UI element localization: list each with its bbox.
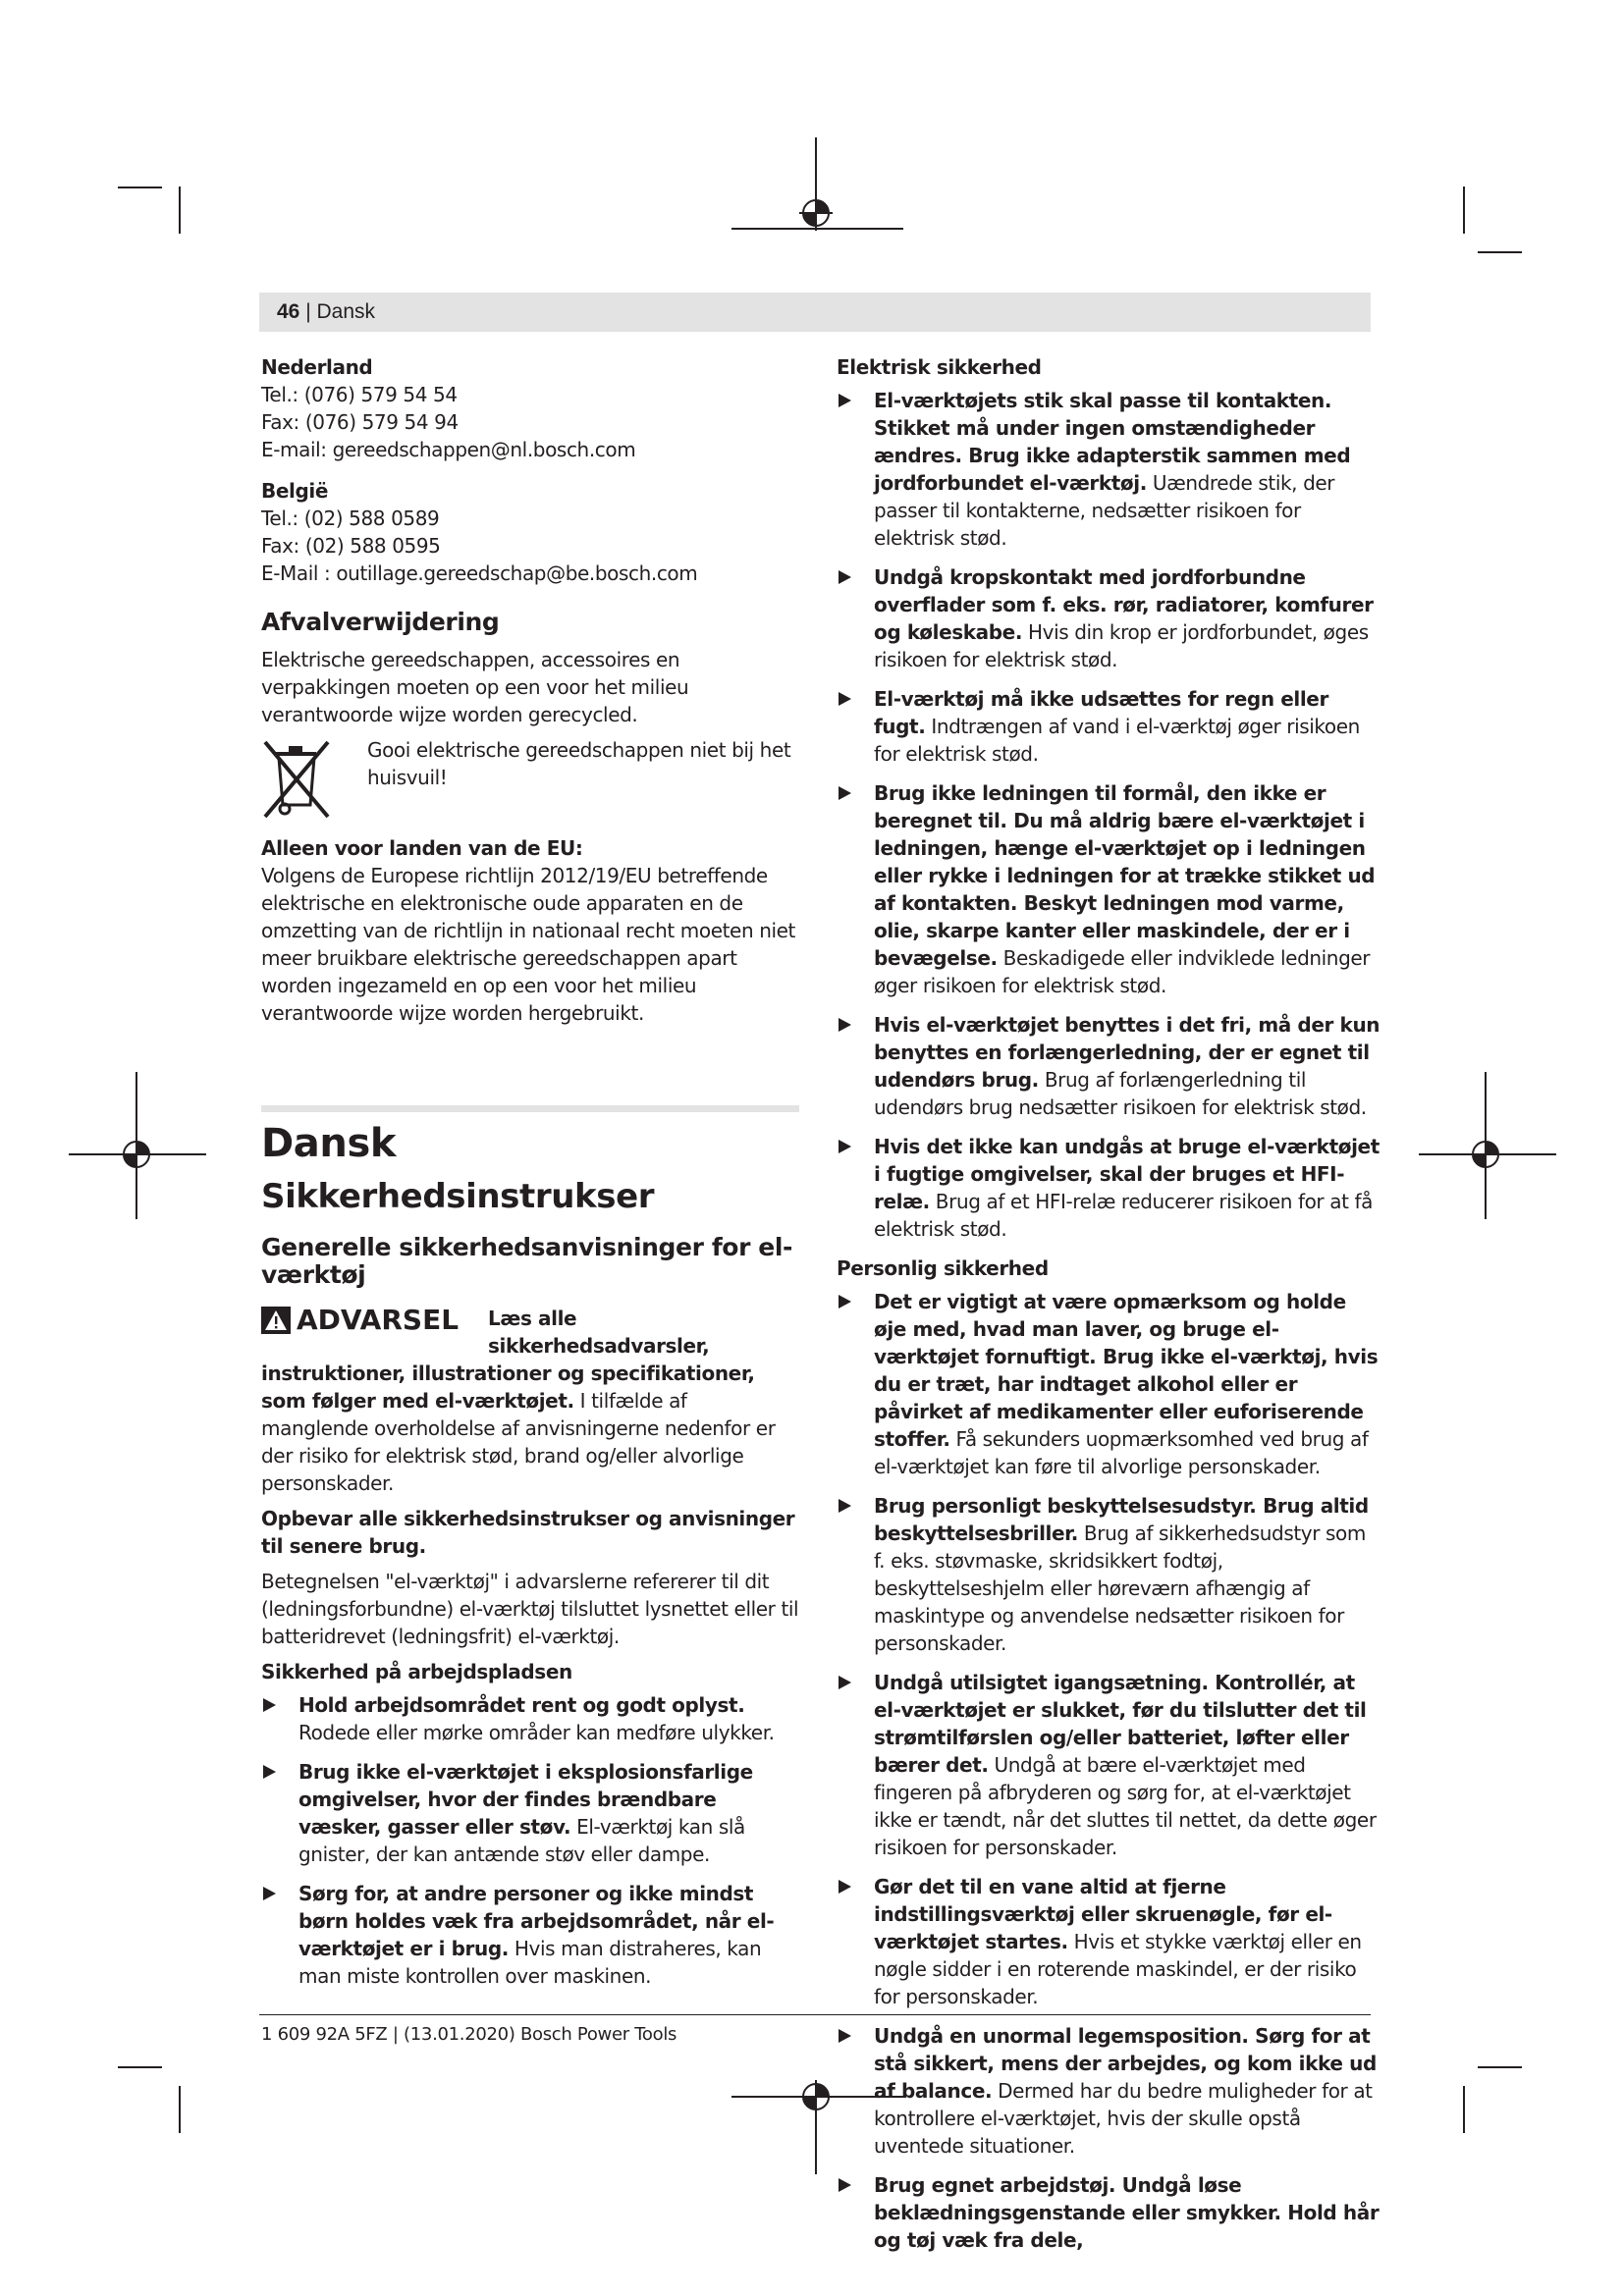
item-text: El-værktøj kan slå gnister, der kan antænde støv eller dampe. [298, 1815, 745, 1866]
crop-mark [179, 187, 181, 234]
item-text: Brug af sikkerhedsudstyr som f. eks. støvmaske, skridsikkert fodtøj, beskyttelseshjelm eller høreværn afhængig af maskintype og anvendelse nedsætter risikoen for personskader. [874, 1522, 1366, 1655]
item-bold: El-værktøjets stik skal passe til kontakten. Stikket må under ingen omstændigheder ændres. Brug ikke adapterstik sammen med jordforbundet el-værktøj. [874, 389, 1351, 495]
crop-mark [118, 187, 162, 188]
general-safety-heading: Generelle sikkerhedsanvisninger for el-værktøj [261, 1233, 793, 1289]
bullet-arrow-icon [839, 692, 851, 706]
warning-paragraph [261, 1305, 799, 1497]
registration-mark-icon [799, 196, 833, 230]
contact-nl-title: Nederland [261, 355, 373, 379]
item-text: Indtrængen af vand i el-værktøj øger risikoen for elektrisk stød. [874, 715, 1360, 766]
list-item [837, 685, 1382, 768]
item-bold: Undgå en unormal legemsposition. Sørg for at stå sikkert, mens der arbejdes, og kom ikke ud af balance. [874, 2024, 1377, 2103]
bullet-arrow-icon [839, 1880, 851, 1894]
crop-mark [1478, 251, 1522, 253]
header-language: Dansk [316, 300, 376, 323]
contact-be-fax: Fax: (02) 588 0595 [261, 534, 441, 558]
list-item [837, 1133, 1382, 1243]
page-header [259, 293, 1371, 332]
registration-mark-icon [799, 2080, 833, 2113]
list-item [261, 1691, 799, 1746]
warning-label: ADVARSEL [297, 1304, 460, 1336]
item-text: Hvis et stykke værktøj eller en nøgle sidder i en roterende maskindel, er der risiko for personskader. [874, 1930, 1362, 2008]
afval-heading: Afvalverwijdering [261, 608, 500, 636]
list-item [837, 2171, 1382, 2254]
bullet-arrow-icon [839, 570, 851, 584]
afval-text: Elektrische gereedschappen, accessoires en verpakkingen moeten op een voor het milieu verantwoorde wijze worden gerecycled. [261, 648, 689, 726]
list-item [261, 1758, 799, 1868]
item-bold: El-værktøj må ikke udsættes for regn eller fugt. [874, 687, 1328, 738]
warning-text: I tilfælde af manglende overholdelse af anvisningerne nedenfor er der risiko for elektrisk stød, brand og/eller alvorlige personskader. [261, 1389, 776, 1495]
contact-be-title: België [261, 479, 329, 503]
item-text: Hvis din krop er jordforbundet, øges risikoen for elektrisk stød. [874, 620, 1369, 671]
page-number-value: 46 [277, 300, 300, 323]
bullet-arrow-icon [263, 1887, 276, 1900]
item-bold: Hvis el-værktøjet benyttes i det fri, må der kun benyttes en forlængerledning, der er egnet til udendørs brug. [874, 1013, 1380, 1092]
item-text: Rodede eller mørke områder kan medføre ulykker. [298, 1721, 775, 1744]
item-bold: Brug egnet arbejdstøj. Undgå løse beklædningsgenstande eller smykker. Hold hår og tøj væk fra dele, [874, 2173, 1380, 2252]
crossed-bin-icon [261, 736, 332, 821]
bullet-arrow-icon [839, 2178, 851, 2192]
bullet-arrow-icon [839, 1295, 851, 1308]
keep-instructions: Opbevar alle sikkerhedsinstrukser og anvisninger til senere brug. [261, 1507, 795, 1558]
contact-nl-email: E-mail: gereedschappen@nl.bosch.com [261, 438, 636, 461]
right-column [837, 353, 1382, 2266]
item-bold: Undgå utilsigtet igangsætning. Kontrollér, at el-værktøjet er slukket, før du tilslutter det til strømtilførslen og/eller batteriet, løfter eller bærer det. [874, 1671, 1367, 1777]
language-heading: Dansk [261, 1121, 397, 1166]
list-item [837, 1011, 1382, 1121]
item-bold: Hvis det ikke kan undgås at bruge el-værktøjet i fugtige omgivelser, skal der bruges et HFI-relæ. [874, 1135, 1380, 1213]
item-text: Brug af et HFI-relæ reducerer risikoen for at få elektrisk stød. [874, 1190, 1373, 1241]
contact-nl-fax: Fax: (076) 579 54 94 [261, 410, 459, 434]
footer-rule [259, 2014, 1371, 2015]
crop-mark [1463, 2086, 1465, 2133]
list-item [837, 387, 1382, 552]
list-item [837, 1873, 1382, 2010]
item-bold: Brug personligt beskyttelsesudstyr. Brug altid beskyttelsesbriller. [874, 1494, 1369, 1545]
crop-mark [118, 2066, 162, 2068]
contact-be-tel: Tel.: (02) 588 0589 [261, 507, 440, 530]
registration-mark-icon [1469, 1138, 1502, 1171]
work-area-heading: Sikkerhed på arbejdspladsen [261, 1660, 572, 1683]
item-text: Uændrede stik, der passer til kontakterne, nedsætter risikoen for elektrisk stød. [874, 471, 1335, 550]
item-bold: Brug ikke el-værktøjet i eksplosionsfarlige omgivelser, hvor der findes brændbare væsker, gasser eller støv. [298, 1760, 753, 1839]
list-item [837, 563, 1382, 673]
weee-notice [261, 736, 799, 821]
list-item [837, 1288, 1382, 1480]
item-text: Få sekunders uopmærksomhed ved brug af el-værktøjet kan føre til alvorlige personskader. [874, 1427, 1369, 1478]
bullet-arrow-icon [839, 786, 851, 800]
list-item [837, 2022, 1382, 2160]
bullet-arrow-icon [839, 1676, 851, 1689]
personal-safety-heading: Personlig sikkerhed [837, 1256, 1049, 1280]
item-text: Dermed har du bedre muligheder for at kontrollere el-værktøjet, hvis der skulle opstå uventede situationer. [874, 2079, 1373, 2158]
safety-title: Sikkerhedsinstrukser [261, 1177, 655, 1216]
warning-bold: Læs alle sikkerhedsadvarsler, instruktioner, illustrationer og specifikationer, som følger med el-værktøjet. [261, 1307, 755, 1413]
registration-mark-icon [120, 1138, 153, 1171]
page-number: 46 | Dansk [277, 300, 376, 323]
contact-be-email: E-Mail : outillage.gereedschap@be.bosch.com [261, 561, 698, 585]
bullet-arrow-icon [839, 394, 851, 407]
bullet-arrow-icon [263, 1698, 276, 1712]
term-definition: Betegnelsen "el-værktøj" i advarslerne refererer til dit (ledningsforbundne) el-værktøj tilsluttet lysnettet eller til batteridrevet (ledningsfrit) el-værktøj. [261, 1570, 799, 1648]
crop-mark [1463, 187, 1465, 234]
list-item [837, 1492, 1382, 1657]
item-bold: Det er vigtigt at være opmærksom og holde øje med, hvad man laver, og bruge el-værktøjet fornuftigt. Brug ikke el-værktøj, hvis du er træt, har indtaget alkohol eller er påvirket af medikamenter eller euforiserende stoffer. [874, 1290, 1379, 1451]
section-divider [261, 1105, 799, 1112]
item-text: Brug af forlængerledning til udendørs brug nedsætter risikoen for elektrisk stød. [874, 1068, 1367, 1119]
warning-triangle-icon [261, 1307, 291, 1334]
bullet-arrow-icon [839, 1018, 851, 1032]
bullet-arrow-icon [263, 1765, 276, 1779]
item-bold: Sørg for, at andre personer og ikke mindst børn holdes væk fra arbejdsområdet, når el-værktøjet er i brug. [298, 1882, 775, 1960]
weee-text: Gooi elektrische gereedschappen niet bij het huisvuil! [367, 738, 791, 789]
left-column [261, 353, 799, 2002]
bullet-arrow-icon [839, 1140, 851, 1153]
list-item [837, 1669, 1382, 1861]
item-bold: Brug ikke ledningen til formål, den ikke er beregnet til. Du må aldrig bære el-værktøjet i ledningen, hænge el-værktøjet op i ledningen eller rykke i ledningen for at trække stikket ud af kontakten. Beskyt ledningen mod varme, olie, skarpe kanter eller maskindele, der er i bevægelse. [874, 781, 1376, 970]
list-item [261, 1880, 799, 1990]
eu-heading: Alleen voor landen van de EU: [261, 836, 583, 860]
item-text: Beskadigede eller indviklede ledninger øger risikoen for elektrisk stød. [874, 946, 1371, 997]
eu-text: Volgens de Europese richtlijn 2012/19/EU betreffende elektrische en elektronische oude apparaten en de omzetting van de richtlijn in nationaal recht moeten niet meer bruikbare elektrische gereedschappen apart worden ingezameld en op een voor het milieu verantwoorde wijze worden hergebruikt. [261, 864, 795, 1025]
warning-badge [261, 1304, 460, 1336]
item-bold: Gør det til en vane altid at fjerne indstillingsværktøj eller skruenøgle, før el-værktøjet startes. [874, 1875, 1332, 1953]
bullet-arrow-icon [839, 2029, 851, 2043]
contact-nl-tel: Tel.: (076) 579 54 54 [261, 383, 458, 406]
page-footer: 1 609 92A 5FZ | (13.01.2020) Bosch Power Tools [261, 2024, 677, 2045]
electrical-safety-heading: Elektrisk sikkerhed [837, 355, 1042, 379]
bullet-arrow-icon [839, 1499, 851, 1513]
list-item [837, 779, 1382, 999]
item-bold: Hold arbejdsområdet rent og godt oplyst. [298, 1693, 745, 1717]
crop-mark [179, 2086, 181, 2133]
item-text: Undgå at bære el-værktøjet med fingeren på afbryderen og sørg for, at el-værktøjet ikke er tændt, når det sluttes til nettet, da dette øger risikoen for personskader. [874, 1753, 1377, 1859]
crop-mark [1478, 2066, 1522, 2068]
item-bold: Undgå kropskontakt med jordforbundne overflader som f. eks. rør, radiatorer, komfurer og køleskabe. [874, 565, 1374, 644]
item-text: Hvis man distraheres, kan man miste kontrollen over maskinen. [298, 1937, 762, 1988]
